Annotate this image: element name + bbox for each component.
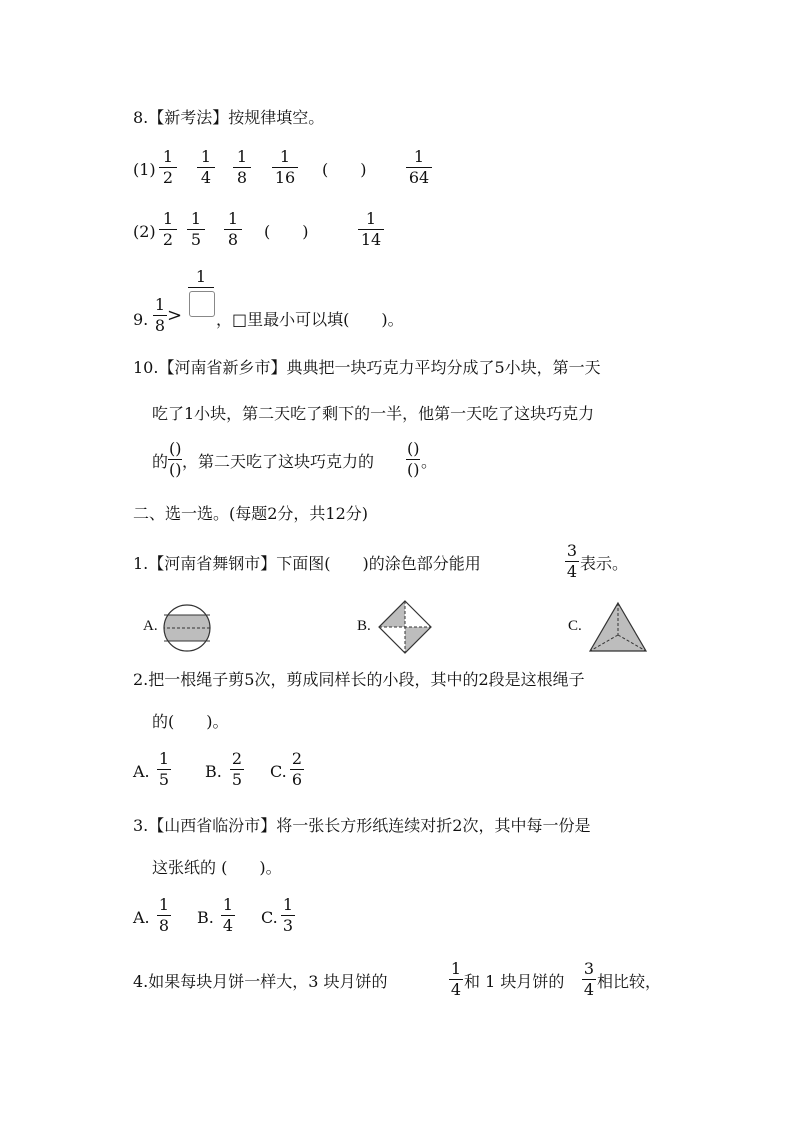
m1-option-c-label[interactable]: C.	[568, 618, 582, 634]
q9-box-fraction: 1	[188, 268, 214, 289]
q8-r2-frac-last: 1 14	[358, 210, 384, 249]
m3-option-b-label[interactable]: B.	[197, 908, 214, 927]
q8-r1-blank[interactable]: ( )	[322, 160, 367, 179]
m4-text-c: 相比较，	[597, 972, 662, 991]
m1-option-b-diamond-figure[interactable]	[377, 599, 433, 655]
q8-r1-frac-3: 1 8	[233, 148, 251, 187]
m1-option-b-label[interactable]: B.	[357, 618, 371, 634]
q8-r1-frac-1: 1 2	[159, 148, 177, 187]
m2-option-b-frac[interactable]: 2 5	[231, 749, 243, 789]
m2-option-c-frac[interactable]: 2 6	[291, 749, 303, 789]
m3-option-a-label[interactable]: A.	[133, 908, 150, 927]
section-2-heading: 二、选一选。(每题2分，共12分)	[133, 504, 369, 523]
m2-option-a-frac[interactable]: 1 5	[158, 749, 170, 789]
m1-option-a-circle-figure[interactable]	[162, 603, 212, 653]
q8-r1-frac-last: 1 64	[406, 148, 432, 187]
q10-mid: ，第二天吃了这块巧克力的	[182, 452, 375, 471]
q8-row2-label: (2)	[133, 222, 156, 241]
m1-stem-a: 1.【河南省舞钢市】下面图( )的涂色部分能用	[133, 554, 481, 573]
q9-number: 9.	[133, 310, 149, 329]
q8-r2-frac-1: 1 2	[159, 210, 177, 249]
m4-frac-2: 3 4	[583, 959, 595, 999]
m3-option-a-frac[interactable]: 1 8	[158, 895, 170, 935]
m3-line1: 3.【山西省临汾市】将一张长方形纸连续对折2次，其中每一份是	[133, 816, 591, 835]
q8-row1-label: (1)	[133, 160, 156, 179]
m1-stem-b: 表示。	[580, 554, 629, 573]
q9-frac: 1 8	[154, 295, 166, 335]
m3-option-b-frac[interactable]: 1 4	[222, 895, 234, 935]
q8-r1-frac-4: 1 16	[272, 148, 298, 187]
m1-frac: 3 4	[566, 541, 578, 581]
q10-frac-a[interactable]: () ()	[169, 439, 182, 479]
q10-frac-b[interactable]: () ()	[407, 439, 420, 479]
q9-tail: ，□里最小可以填( )。	[216, 310, 404, 329]
q10-line1: 10.【河南省新乡市】典典把一块巧克力平均分成了5小块，第一天	[133, 358, 601, 377]
m4-text-a: 4.如果每块月饼一样大，3 块月饼的	[133, 972, 388, 991]
greater-than-sign: >	[167, 305, 183, 326]
q10-end: 。	[421, 452, 438, 471]
q10-line2: 吃了1小块，第二天吃了剩下的一半，他第一天吃了这块巧克力	[152, 404, 595, 423]
q9-answer-box[interactable]	[189, 291, 215, 317]
q8-r2-frac-2: 1 5	[187, 210, 205, 249]
q10-de: 的	[152, 452, 169, 471]
m2-line2: 的( )。	[152, 712, 229, 731]
m4-frac-1: 1 4	[450, 959, 462, 999]
m3-option-c-label[interactable]: C.	[261, 908, 278, 927]
m4-text-b: 和 1 块月饼的	[464, 972, 565, 991]
m2-option-c-label[interactable]: C.	[270, 762, 287, 781]
m1-option-a-label[interactable]: A.	[143, 618, 158, 634]
m2-line1: 2.把一根绳子剪5次，剪成同样长的小段，其中的2段是这根绳子	[133, 670, 585, 689]
q8-r2-frac-3: 1 8	[224, 210, 242, 249]
m3-line2: 这张纸的 ( )。	[152, 858, 282, 877]
q8-stem: 8.【新考法】按规律填空。	[133, 108, 325, 127]
m2-option-a-label[interactable]: A.	[133, 762, 150, 781]
m2-option-b-label[interactable]: B.	[205, 762, 222, 781]
q8-r1-frac-2: 1 4	[197, 148, 215, 187]
q8-r2-blank[interactable]: ( )	[264, 222, 309, 241]
m3-option-c-frac[interactable]: 1 3	[282, 895, 294, 935]
m1-option-c-triangle-figure[interactable]	[588, 601, 648, 653]
